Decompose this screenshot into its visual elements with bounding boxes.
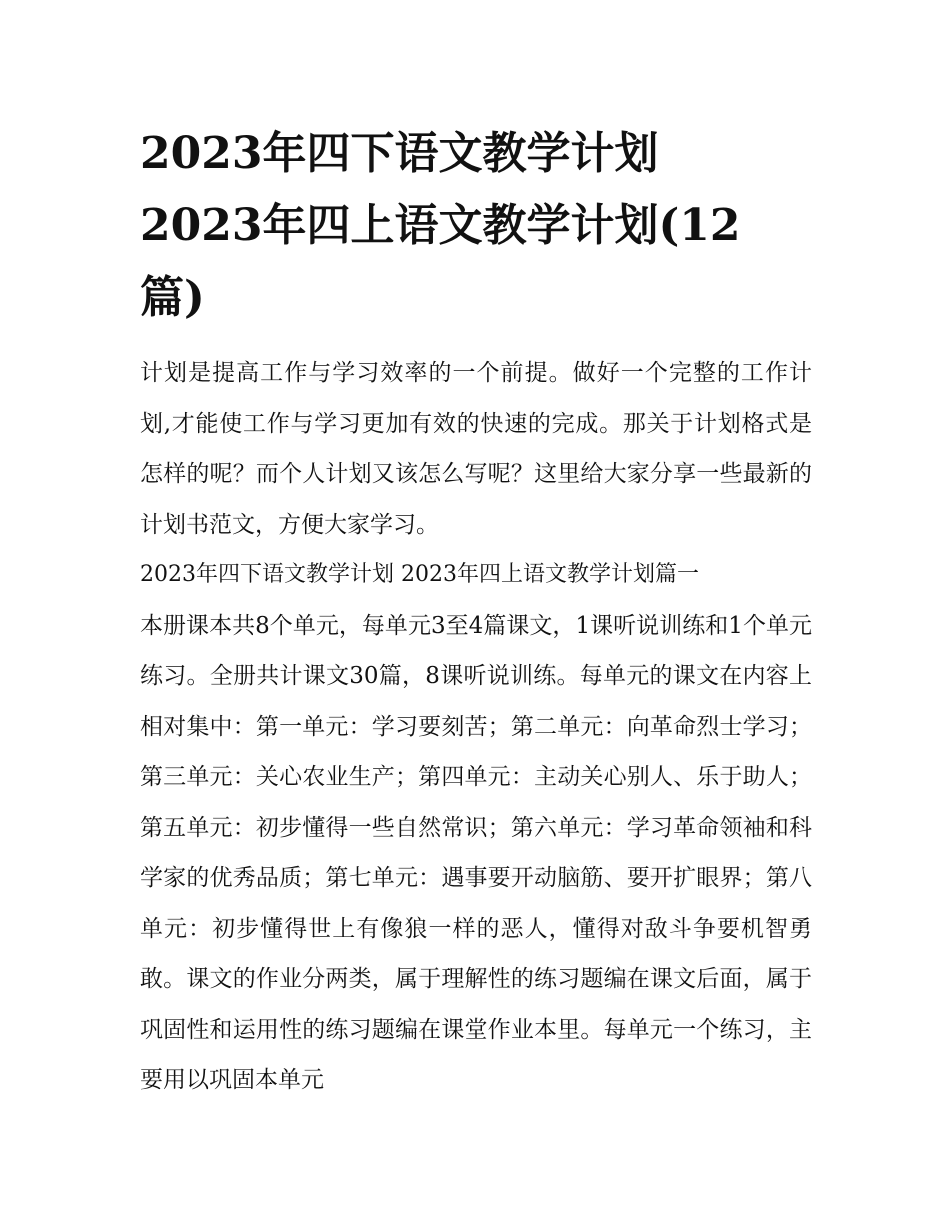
document-title bbox=[140, 118, 812, 334]
body-paragraph: 本册课本共8个单元，每单元3至4篇课文，1课听说训练和1个单元练习。全册共计课文30篇，8课听说训练。每单元的课文在内容上相对集中：第一单元：学习要刻苦；第二单元：向革命烈士学习；第三单元：关心农业生产；第四单元：主动关心别人、乐于助人；第五单元：初步懂得一些自然常识；第六单元：学习革命领袖和科学家的优秀品质；第七单元：遇事要开动脑筋、要开扩眼界；第八单元：初步懂得世上有像狼一样的恶人，懂得对敌斗争要机智勇敢。课文的作业分两类，属于理解性的练习题编在课文后面，属于巩固性和运用性的练习题编在课堂作业本里。每单元一个练习，主要用以巩固本单元 bbox=[140, 612, 812, 1093]
title-line-1: 2023年四下语文教学计划 bbox=[140, 128, 659, 179]
intro-paragraph: 计划是提高工作与学习效率的一个前提。做好一个完整的工作计划,才能使工作与学习更加有效的快速的完成。那关于计划格式是怎样的呢？而个人计划又该怎么写呢？这里给大家分享一些最新的计划书范文，方便大家学习。 bbox=[140, 360, 812, 538]
document-page bbox=[140, 118, 812, 1106]
title-line-3: 篇) bbox=[140, 272, 205, 323]
title-line-2: 2023年四上语文教学计划(12 bbox=[140, 200, 741, 251]
section-heading: 2023年四下语文教学计划 2023年四上语文教学计划篇一 bbox=[140, 562, 699, 587]
